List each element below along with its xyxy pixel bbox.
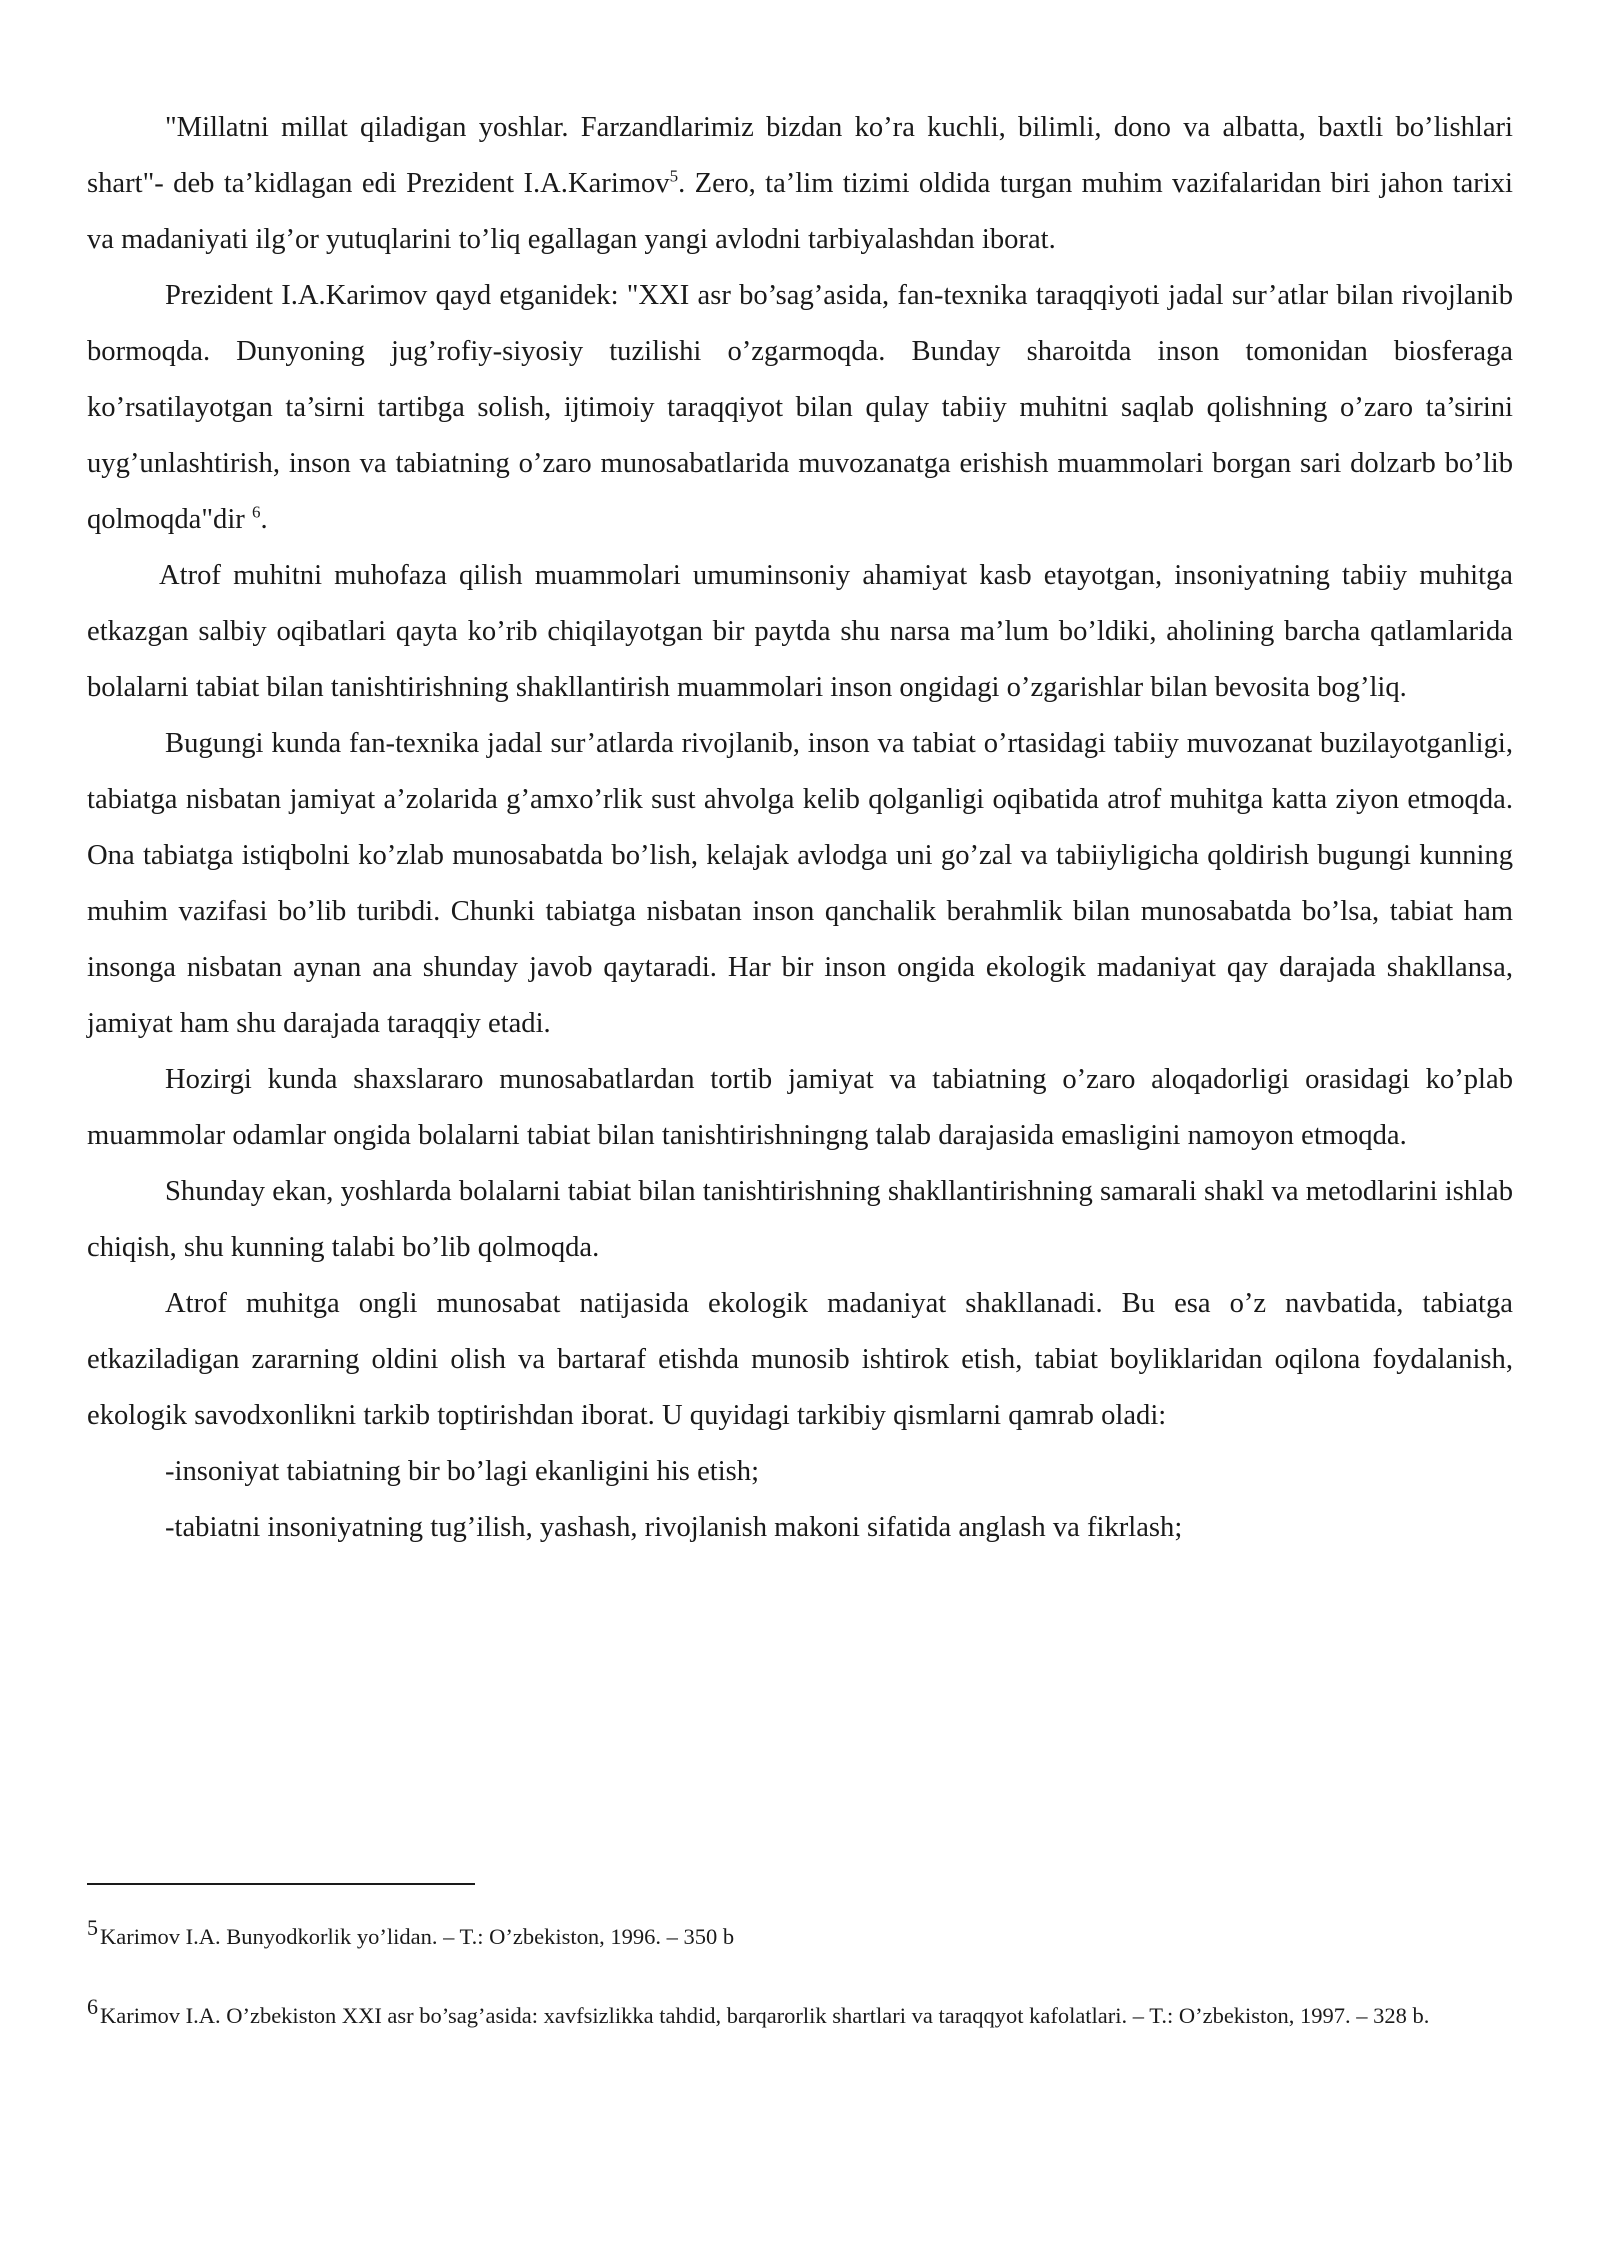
footnote-6 [87,1994,1591,2034]
paragraph-6: Shunday ekan, yoshlarda bolalarni tabiat bilan tanishtirishning shakllantirishning samarali shakl va metodlarini ishlab chiqish, shu kunning talabi bo’lib qolmoqda. [87,1176,1513,1263]
footnote-ref-5[interactable]: 5 [669,166,679,186]
footnote-number: 5 [87,1915,98,1940]
paragraph-3: Atrof muhitni muhofaza qilish muammolari umuminsoniy ahamiyat kasb etayotgan, insoniyatning tabiiy muhitga etkazgan salbiy oqibatlari qayta ko’rib chiqilayotgan bir paytda shu narsa ma’lum bo’ldiki, aholining barcha qatlamlarida bolalarni tabiat bilan tanishtirishning shakllantirish muammolari inson ongidagi o’zgarishlar bilan bevosita bog’liq. [87,560,1513,703]
paragraph-7: Atrof muhitga ongli munosabat natijasida ekologik madaniyat shakllanadi. Bu esa o’z navbatida, tabiatga etkaziladigan zararning oldini olish va bartaraf etishda munosib ishtirok etish, tabiat boyliklaridan oqilona foydalanish, ekologik savodxonlikni tarkib toptirishdan iborat. U quyidagi tarkibiy qismlarni qamrab oladi: [87,1288,1513,1431]
footnote-separator [87,1883,475,1885]
footnote-number: 6 [87,1994,98,2019]
list-item: -insoniyat tabiatning bir bo’lagi ekanligini his etish; [165,1456,760,1487]
list-item: -tabiatni insoniyatning tug’ilish, yashash, rivojlanish makoni sifatida anglash va fikrlash; [165,1512,1183,1543]
document-body [87,100,1513,1556]
footnote-text: Karimov I.A. Bunyodkorlik yo’lidan. – T.: O’zbekiston, 1996. – 350 b [100,1924,735,1949]
footnote-text: Karimov I.A. O’zbekiston XXI asr bo’sag’asida: xavfsizlikka tahdid, barqarorlik shartlari va taraqqyot kafolatlari. – T.: O’zbekiston, 1997. – 328 b. [100,2003,1430,2028]
paragraph-5: Hozirgi kunda shaxslararo munosabatlardan tortib jamiyat va tabiatning o’zaro aloqadorligi orasidagi ko’plab muammolar odamlar ongida bolalarni tabiat bilan tanishtirishningng talab darajasida emasligini namoyon etmoqda. [87,1064,1513,1151]
paragraph-2: Prezident I.A.Karimov qayd etganidek: "XXI asr bo’sag’asida, fan-texnika taraqqiyoti jadal sur’atlar bilan rivojlanib bormoqda. Dunyoning jug’rofiy-siyosiy tuzilishi o’zgarmoqda. Bunday sharoitda inson tomonidan biosferaga ko’rsatilayotgan ta’sirni tartibga solish, ijtimoiy taraqqiyot bilan qulay tabiiy muhitni saqlab qolishning o’zaro ta’sirini uyg’unlashtirish, inson va tabiatning o’zaro munosabatlarida muvozanatga erishish muammolari borgan sari dolzarb bo’lib qolmoqda"dir $^6$. [87,280,1513,535]
footnote-5 [87,1915,1591,1955]
paragraph-4: Bugungi kunda fan-texnika jadal sur’atlarda rivojlanib, inson va tabiat o’rtasidagi tabiiy muvozanat buzilayotganligi, tabiatga nisbatan jamiyat a’zolarida g’amxo’rlik sust ahvolga kelib qolganligi oqibatida atrof muhitga katta ziyon etmoqda. Ona tabiatga istiqbolni ko’zlab munosabatda bo’lish, kelajak avlodga uni go’zal va tabiiyligicha qoldirish bugungi kunning muhim vazifasi bo’lib turibdi. Chunki tabiatga nisbatan inson qanchalik berahmlik bilan munosabatda bo’lsa, tabiat ham insonga nisbatan aynan ana shunday javob qaytaradi. Har bir inson ongida ekologik madaniyat qay darajada shakllansa, jamiyat ham shu darajada taraqqiy etadi. [87,728,1513,1039]
footnote-ref-6[interactable]: 6 [251,502,261,522]
paragraph-1: "Millatni millat qiladigan yoshlar. Farzandlarimiz bizdan ko’ra kuchli, bilimli, dono va albatta, baxtli bo’lishlari shart"- deb ta’kidlagan edi Prezident I.A.Karimov$^5$. Zero, ta’lim tizimi oldida turgan muhim vazifalaridan biri jahon tarixi va madaniyati ilg’or yutuqlarini to’liq egallagan yangi avlodni tarbiyalashdan iborat. [87,112,1513,255]
